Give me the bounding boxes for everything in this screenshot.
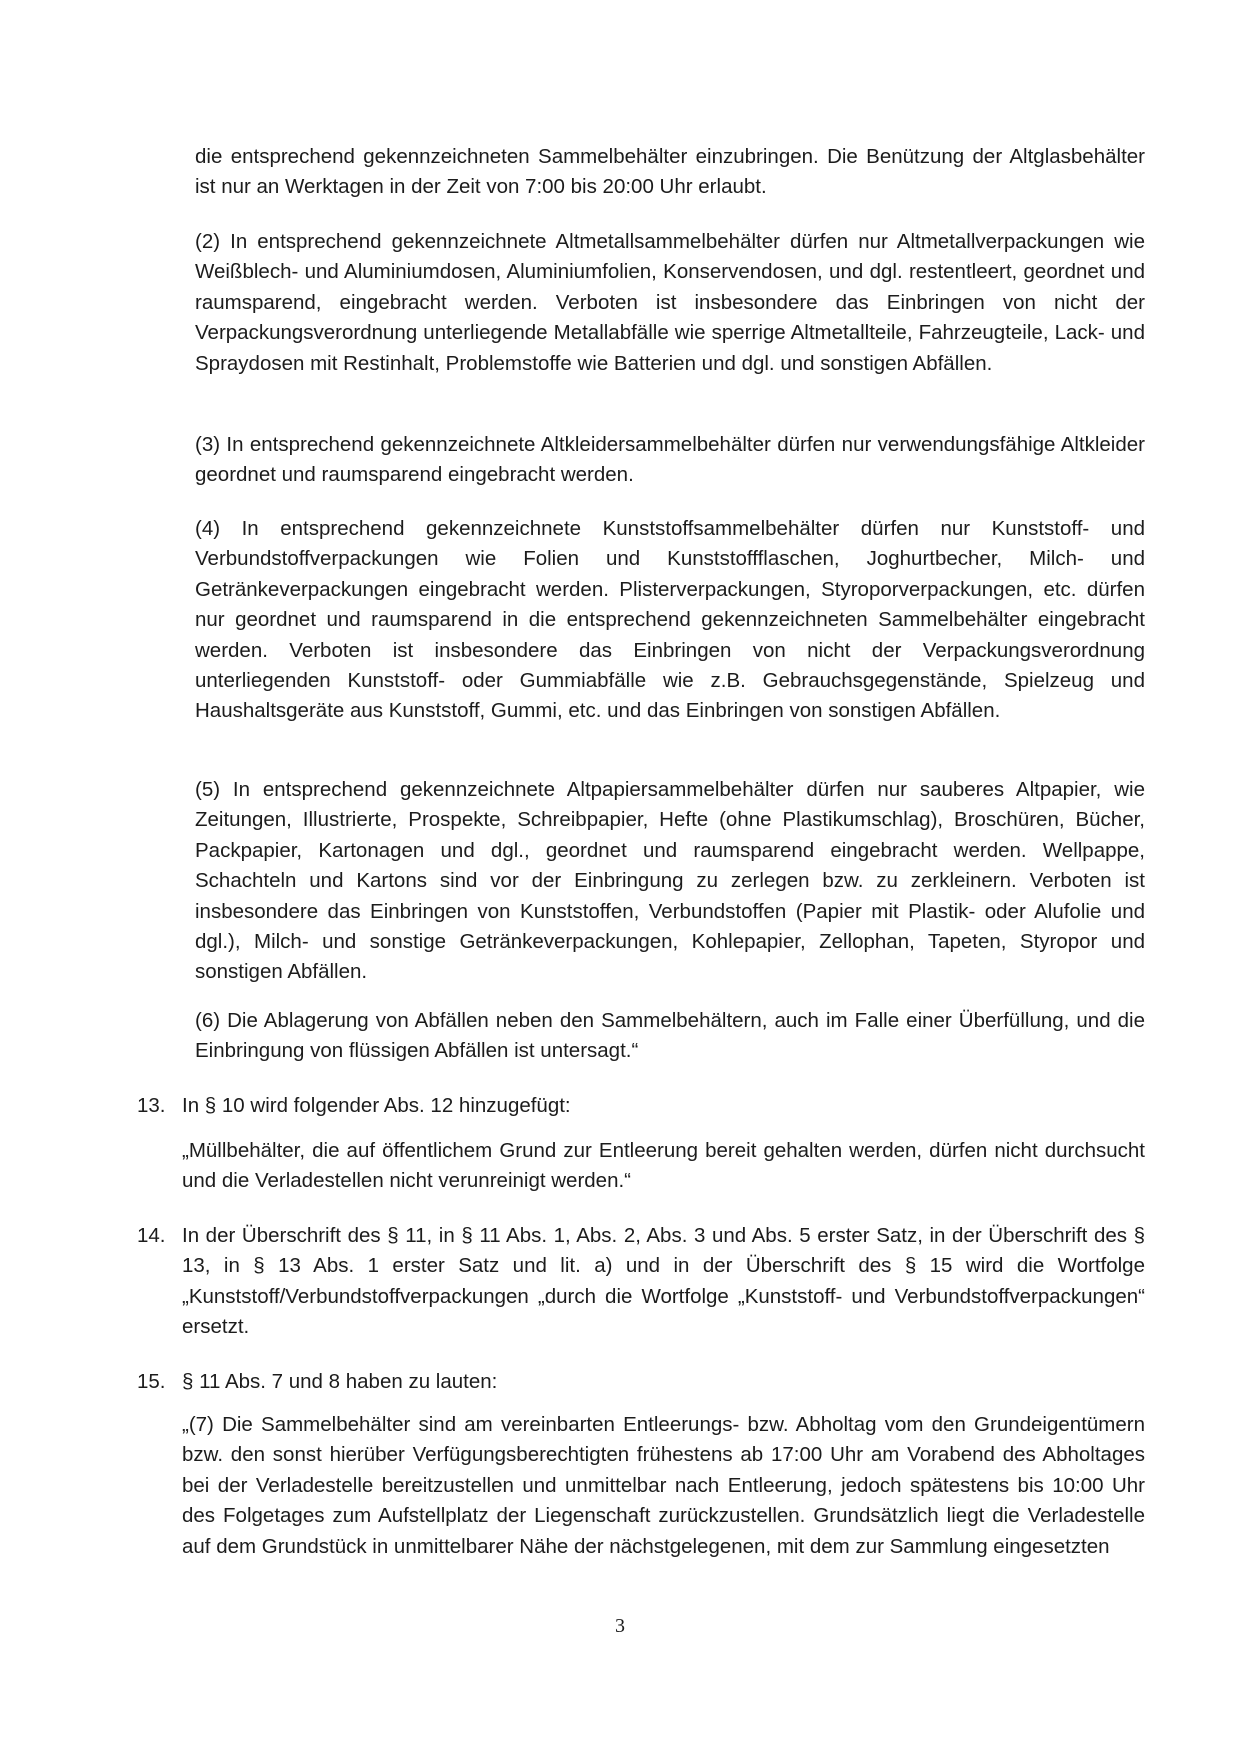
list-item-text: § 11 Abs. 7 und 8 haben zu lauten:	[182, 1370, 498, 1393]
paragraph-4-kunststoff: (4) In entsprechend gekennzeichnete Kunststoffsammelbehälter dürfen nur Kunststoff- und Verbundstoffverpackungen wie Folien und Kunststoffflaschen, Joghurtbecher, Milch- und Getränkeverpackungen eingebracht werden. Plisterverpackungen, Styroporverpackungen, etc. dürfen nur geordnet und raumsparend in die entsprechend gekennzeichneten Sammelbehälter eingebracht werden. Verboten ist insbesondere das Einbringen von nicht der Verpackungsverordnung unterliegenden Kunststoff- oder Gummiabfälle wie z.B. Gebrauchsgegenstände, Spielzeug und Haushaltsgeräte aus Kunststoff, Gummi, etc. und das Einbringen von sonstigen Abfällen.	[195, 517, 1145, 723]
paragraph-3-altkleider: (3) In entsprechend gekennzeichnete Altkleidersammelbehälter dürfen nur verwendungsfähige Altkleider geordnet und raumsparend eingebracht werden.	[195, 433, 1145, 487]
paragraph-2-altmetall: (2) In entsprechend gekennzeichnete Altmetallsammelbehälter dürfen nur Altmetallverpackungen wie Weißblech- und Aluminiumdosen, Aluminiumfolien, Konservendosen, und dgl. restentleert, geordnet und raumsparend, eingebracht werden. Verboten ist insbesondere das Einbringen von nicht der Verpackungsverordnung unterliegende Metallabfälle wie sperrige Altmetallteile, Fahrzeugteile, Lack- und Spraydosen mit Restinhalt, Problemstoffe wie Batterien und dgl. und sonstigen Abfällen.	[195, 230, 1145, 375]
paragraph-5-altpapier: (5) In entsprechend gekennzeichnete Altpapiersammelbehälter dürfen nur sauberes Altpapier, wie Zeitungen, Illustrierte, Prospekte, Schreibpapier, Hefte (ohne Plastikumschlag), Broschüren, Bücher, Packpapier, Kartonagen und dgl., geordnet und raumsparend eingebracht werden. Wellpappe, Schachteln und Kartons sind vor der Einbringung zu zerlegen bzw. zu zerkleinern. Verboten ist insbesondere das Einbringen von Kunststoffen, Verbundstoffen (Papier mit Plastik- oder Alufolie und dgl.), Milch- und sonstige Getränkeverpackungen, Kohlepapier, Zellophan, Tapeten, Styropor und sonstigen Abfällen.	[195, 778, 1145, 984]
list-item-number: 13.	[137, 1094, 166, 1117]
list-item-number: 15.	[137, 1370, 166, 1393]
list-item-number: 14.	[137, 1224, 166, 1247]
list-item-text: In § 10 wird folgender Abs. 12 hinzugefügt:	[182, 1094, 571, 1117]
paragraph-continuation: die entsprechend gekennzeichneten Sammelbehälter einzubringen. Die Benützung der Altglasbehälter ist nur an Werktagen in der Zeit von 7:00 bis 20:00 Uhr erlaubt.	[195, 145, 1145, 199]
paragraph-6-ablagerung: (6) Die Ablagerung von Abfällen neben den Sammelbehältern, auch im Falle einer Überfüllung, und die Einbringung von flüssigen Abfällen ist untersagt.“	[195, 1009, 1145, 1063]
list-item-text: In der Überschrift des § 11, in § 11 Abs. 1, Abs. 2, Abs. 3 und Abs. 5 erster Satz, in der Überschrift des § 13, in § 13 Abs. 1 erster Satz und lit. a) und in der Überschrift des § 15 wird die Wortfolge „Kunststoff/Verbundstoffverpackungen „durch die Wortfolge „Kunststoff- und Verbundstoffverpackungen“ ersetzt.	[182, 1224, 1145, 1339]
quote-item-13: „Müllbehälter, die auf öffentlichem Grund zur Entleerung bereit gehalten werden, dürfen nicht durchsucht und die Verladestellen nicht verunreinigt werden.“	[182, 1139, 1145, 1193]
page-number: 3	[615, 1615, 625, 1637]
quote-item-15: „(7) Die Sammelbehälter sind am vereinbarten Entleerungs- bzw. Abholtag vom den Grundeigentümern bzw. den sonst hierüber Verfügungsberechtigten frühestens ab 17:00 Uhr am Vorabend des Abholtages bei der Verladestelle bereitzustellen und unmittelbar nach Entleerung, jedoch spätestens bis 10:00 Uhr des Folgetages zum Aufstellplatz der Liegenschaft zurückzustellen. Grundsätzlich liegt die Verladestelle auf dem Grundstück in unmittelbarer Nähe der nächstgelegenen, mit dem zur Sammlung eingesetzten	[182, 1413, 1145, 1558]
